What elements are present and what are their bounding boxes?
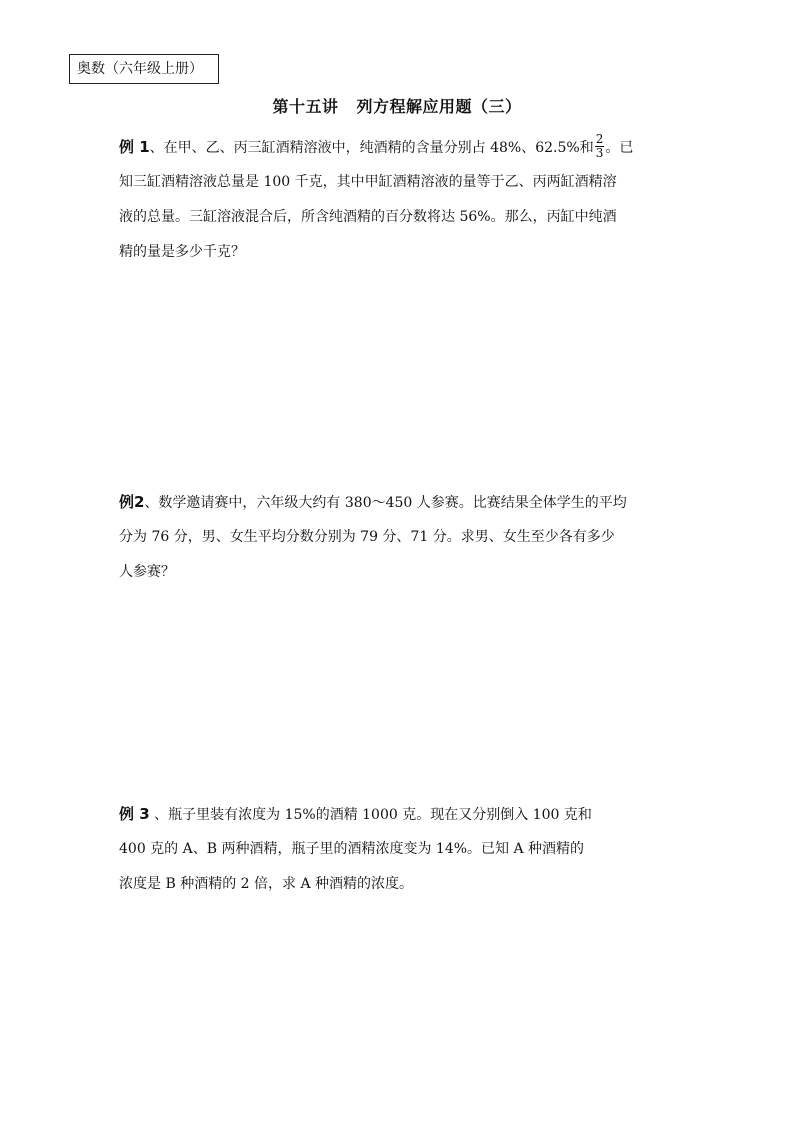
problem-3-line-2: 400 克的 A、B 两种酒精，瓶子里的酒精浓度变为 14%。已知 A 种酒精的 bbox=[119, 841, 585, 857]
fraction-denominator: 3 bbox=[595, 145, 604, 160]
problem-1-line-4: 精的量是多少千克？ bbox=[119, 244, 245, 260]
problem-2-text-a: 、数学邀请赛中，六年级大约有 380～450 人参赛。比赛结果全体学生的平均 bbox=[144, 495, 627, 511]
problem-2 bbox=[119, 485, 679, 590]
problem-1-label: 例 1 bbox=[119, 138, 150, 156]
problem-3-line-3: 浓度是 B 种酒精的 2 倍，求 A 种酒精的浓度。 bbox=[119, 876, 414, 892]
problem-3-line-1 bbox=[119, 797, 679, 832]
course-tag-box bbox=[69, 54, 219, 84]
fraction-numerator: 2 bbox=[595, 131, 604, 146]
problem-2-line-2: 分为 76 分，男、女生平均分数分别为 79 分、71 分。求男、女生至少各有多少 bbox=[119, 529, 615, 545]
problem-3 bbox=[119, 797, 679, 902]
problem-2-line-1 bbox=[119, 485, 679, 520]
problem-3-text-a: 、瓶子里装有浓度为 15%的酒精 1000 克。现在又分别倒入 100 克和 bbox=[149, 807, 592, 823]
problem-1-line-1 bbox=[119, 130, 679, 165]
problem-1-text-b: 。已 bbox=[605, 140, 634, 156]
problem-2-line-3: 人参赛？ bbox=[119, 564, 175, 580]
problem-3-label: 例 3 bbox=[119, 805, 150, 823]
lecture-number: 第十五讲 bbox=[272, 97, 339, 116]
problem-2-label: 例2 bbox=[119, 493, 145, 511]
problem-1-text-a: 、在甲、乙、丙三缸酒精溶液中，纯酒精的含量分别占 48%、62.5%和 bbox=[149, 140, 594, 156]
problem-1-line-2: 知三缸酒精溶液总量是 100 千克，其中甲缸酒精溶液的量等于乙、丙两缸酒精溶 bbox=[119, 174, 617, 190]
course-tag: 奥数（六年级上册） bbox=[77, 61, 203, 77]
fraction-two-thirds bbox=[595, 133, 605, 160]
page-title bbox=[0, 95, 794, 119]
problem-1-line-3: 液的总量。三缸溶液混合后，所含纯酒精的百分数将达 56%。那么，丙缸中纯酒 bbox=[119, 209, 617, 225]
problem-1 bbox=[119, 130, 679, 270]
lecture-topic: 列方程解应用题（三） bbox=[356, 97, 522, 116]
